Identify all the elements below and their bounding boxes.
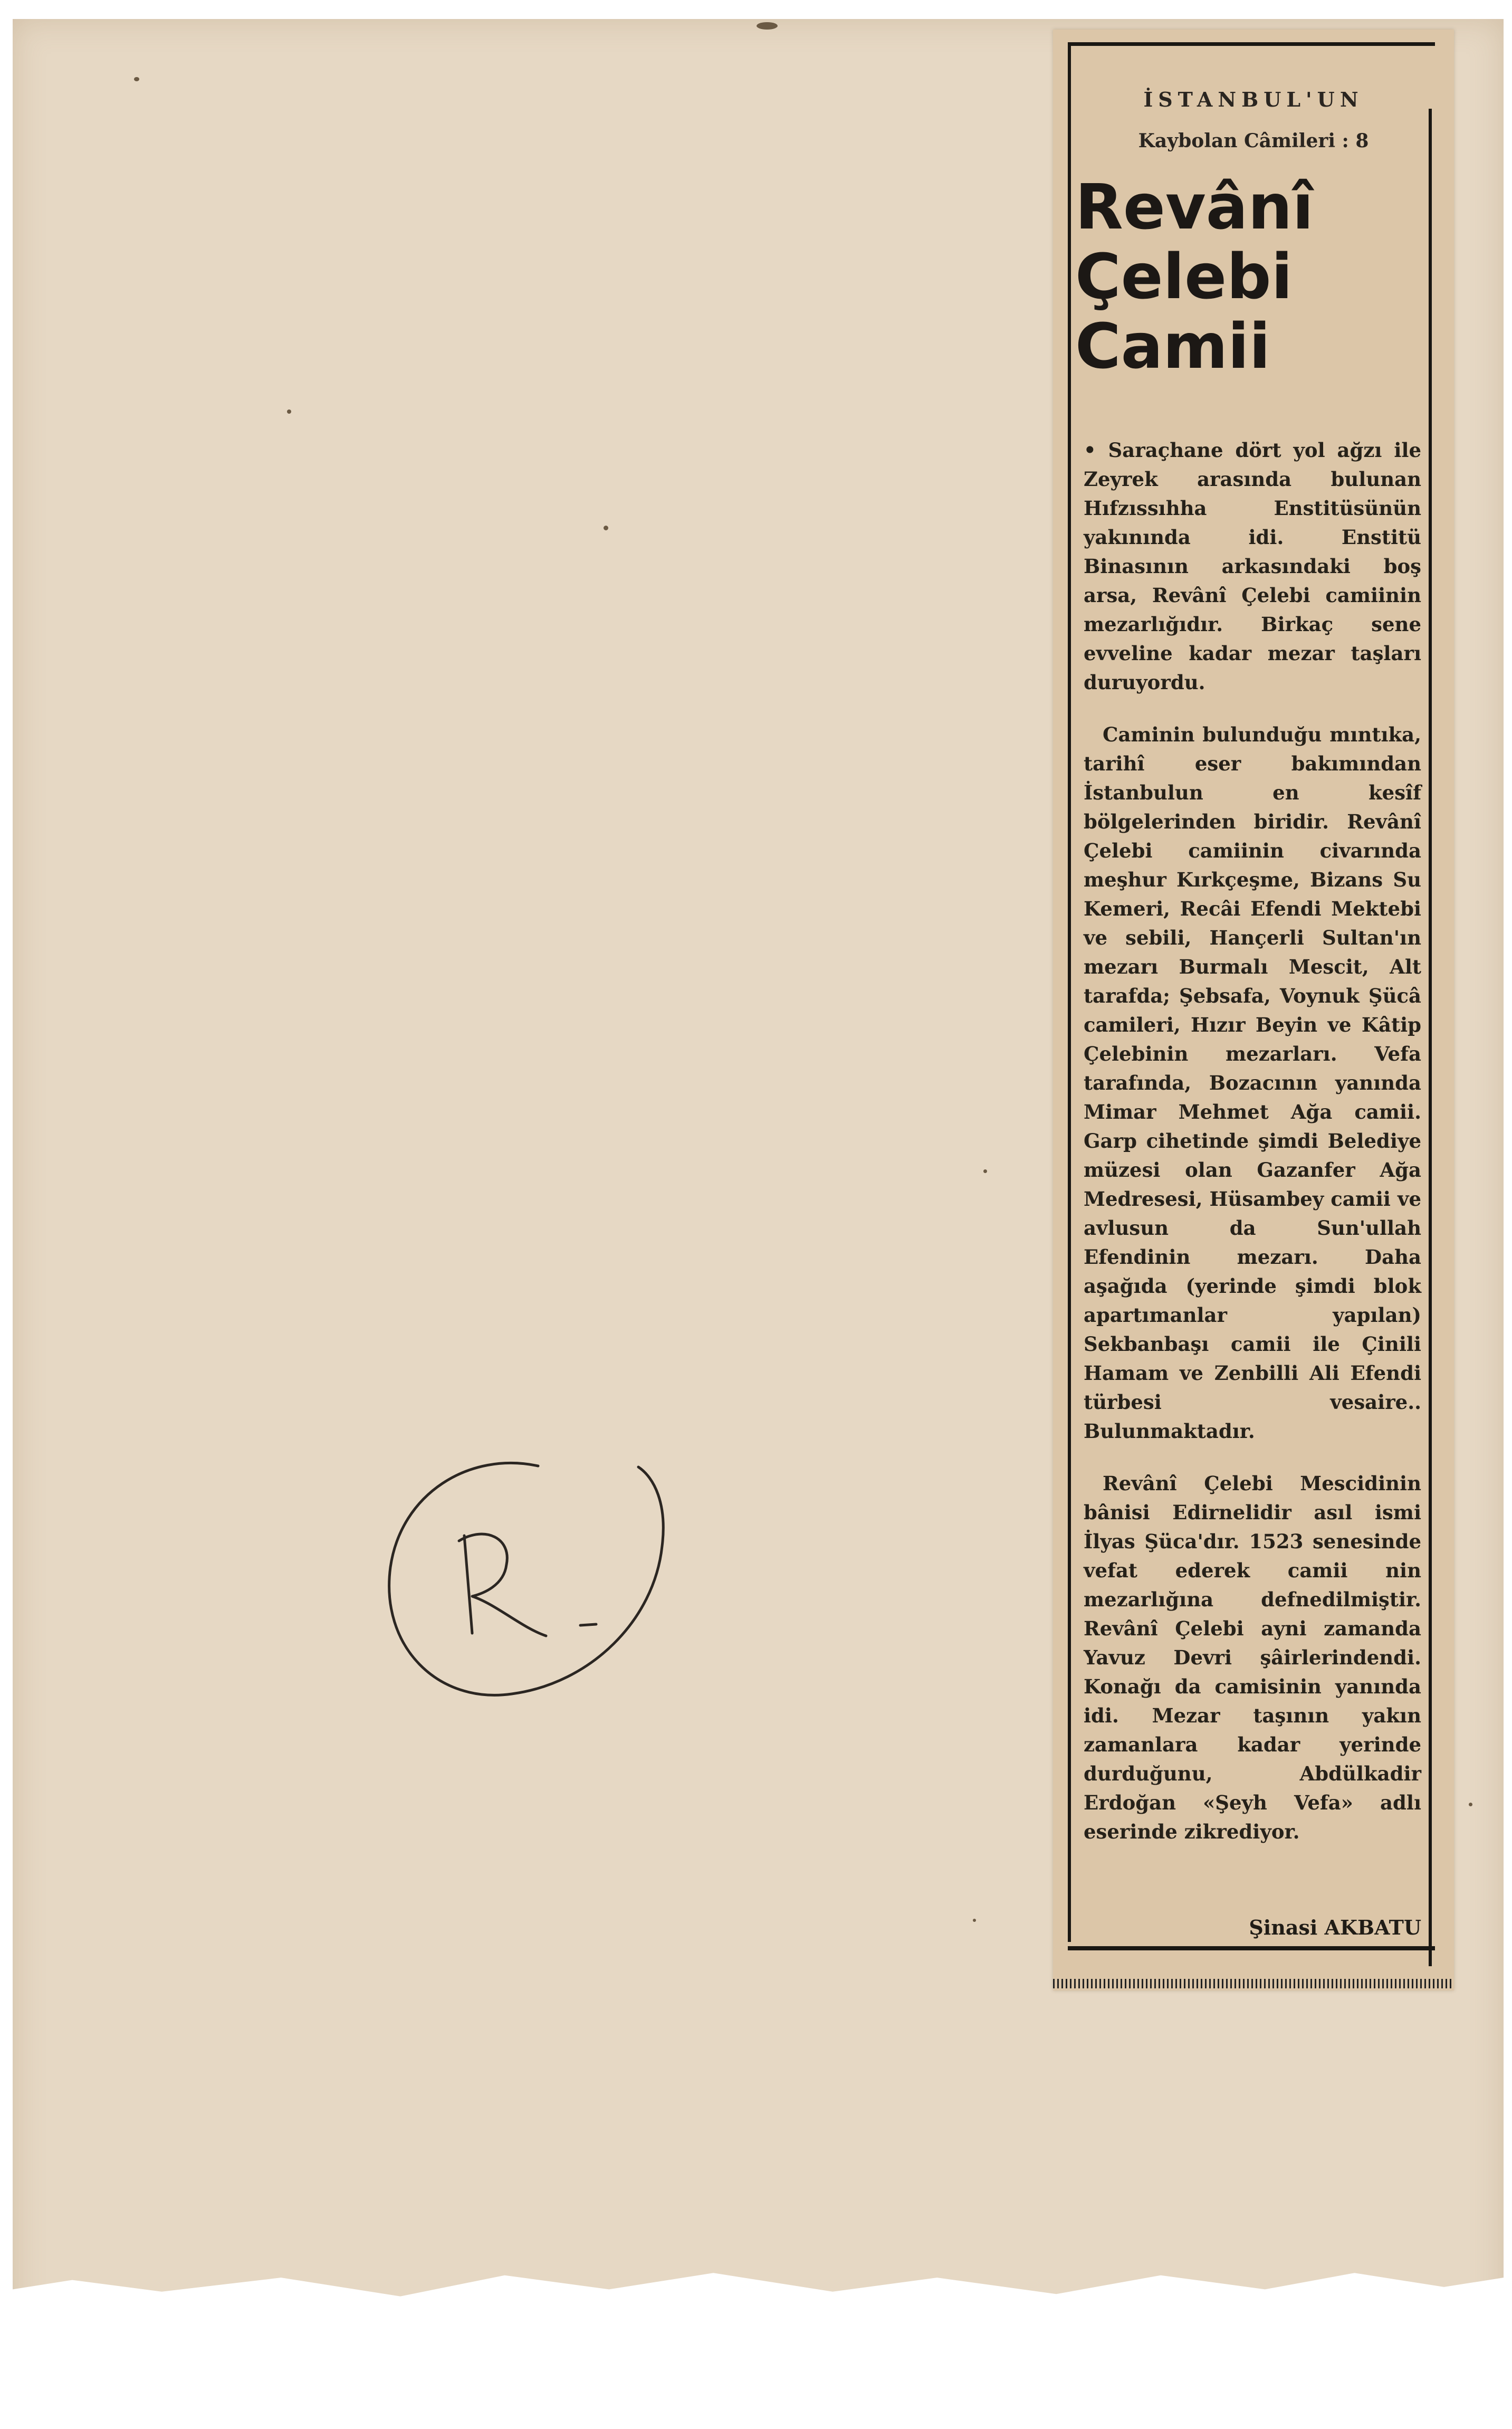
paper-speck: [287, 409, 291, 414]
article-paragraph: • Saraçhane dört yol ağzı ile Zeyrek arasında bulunan Hıfzıssıhha Enstitüsünün yakınında idi. Enstitü Binasının arkasındaki boş arsa, Revânî Çelebi camiinin mezarlığıdır. Birkaç sene evveline kadar mezar taşları duruyordu.: [1084, 439, 1421, 694]
column-kicker: İSTANBUL'UN: [1143, 88, 1364, 111]
paper-speck: [983, 1169, 987, 1173]
frame-right-rule: [1429, 109, 1432, 1966]
frame-top-rule: [1068, 42, 1435, 46]
paper-speck: [757, 22, 778, 30]
headline-line: Çelebi: [1075, 240, 1293, 313]
headline-line: Camii: [1075, 310, 1271, 383]
article-body: [1084, 436, 1421, 1870]
headline: [1075, 172, 1423, 381]
author-byline: Şinasi AKBATU: [1249, 1916, 1421, 1939]
series-title: Kaybolan Câmileri : 8: [1138, 130, 1369, 152]
article-paragraph: Revânî Çelebi Mescidinin bânisi Edirnelidir asıl ismi İlyas Şüca'dır. 1523 senesinde vefat ederek camii nin mezarlığına defnedilmiştir. Revânî Çelebi ayni zamanda Yavuz Devri şâirlerindendi. Konağı da camisinin yanında idi. Mezar taşının yakın zamanlara kadar yerinde durduğunu, Abdülkadir Erdoğan «Şeyh Vefa» adlı eserinde zikrediyor.: [1084, 1472, 1421, 1843]
newspaper-clipping: [1053, 30, 1454, 1990]
paper-speck: [134, 77, 139, 81]
dotted-rule: [1053, 1979, 1454, 1988]
hand-circle: [389, 1463, 664, 1695]
frame-left-rule: [1068, 42, 1071, 1942]
hand-dash: [580, 1624, 596, 1625]
headline-line: Revânî: [1075, 170, 1314, 243]
hand-letter-r: [459, 1534, 546, 1636]
article-paragraph: Caminin bulunduğu mıntıka, tarihî eser bakımından İstanbulun en kesîf bölgelerinden biridir. Revânî Çelebi camiinin civarında meşhur Kırkçeşme, Bizans Su Kemeri, Recâi Efendi Mektebi ve sebili, Hançerli Sultan'ın mezarı Burmalı Mescit, Alt tarafda; Şebsafa, Voynuk Şücâ camileri, Hızır Beyin ve Kâtip Çelebinin mezarları. Vefa tarafında, Bozacının yanında Mimar Mehmet Ağa camii. Garp cihetinde şimdi Belediye müzesi olan Gazanfer Ağa Medresesi, Hüsambey camii ve avlusun da Sun'ullah Efendinin mezarı. Daha aşağıda (yerinde şimdi blok apartımanlar yapılan) Sekbanbaşı camii ile Çinili Hamam ve Zenbilli Ali Efendi türbesi vesaire.. Bulunmaktadır.: [1084, 723, 1421, 1443]
handwritten-r-mark: [380, 1446, 675, 1731]
paper-speck: [973, 1919, 976, 1922]
paper-speck: [604, 526, 608, 530]
frame-bottom-rule: [1068, 1946, 1435, 1950]
paper-speck: [1469, 1803, 1472, 1806]
